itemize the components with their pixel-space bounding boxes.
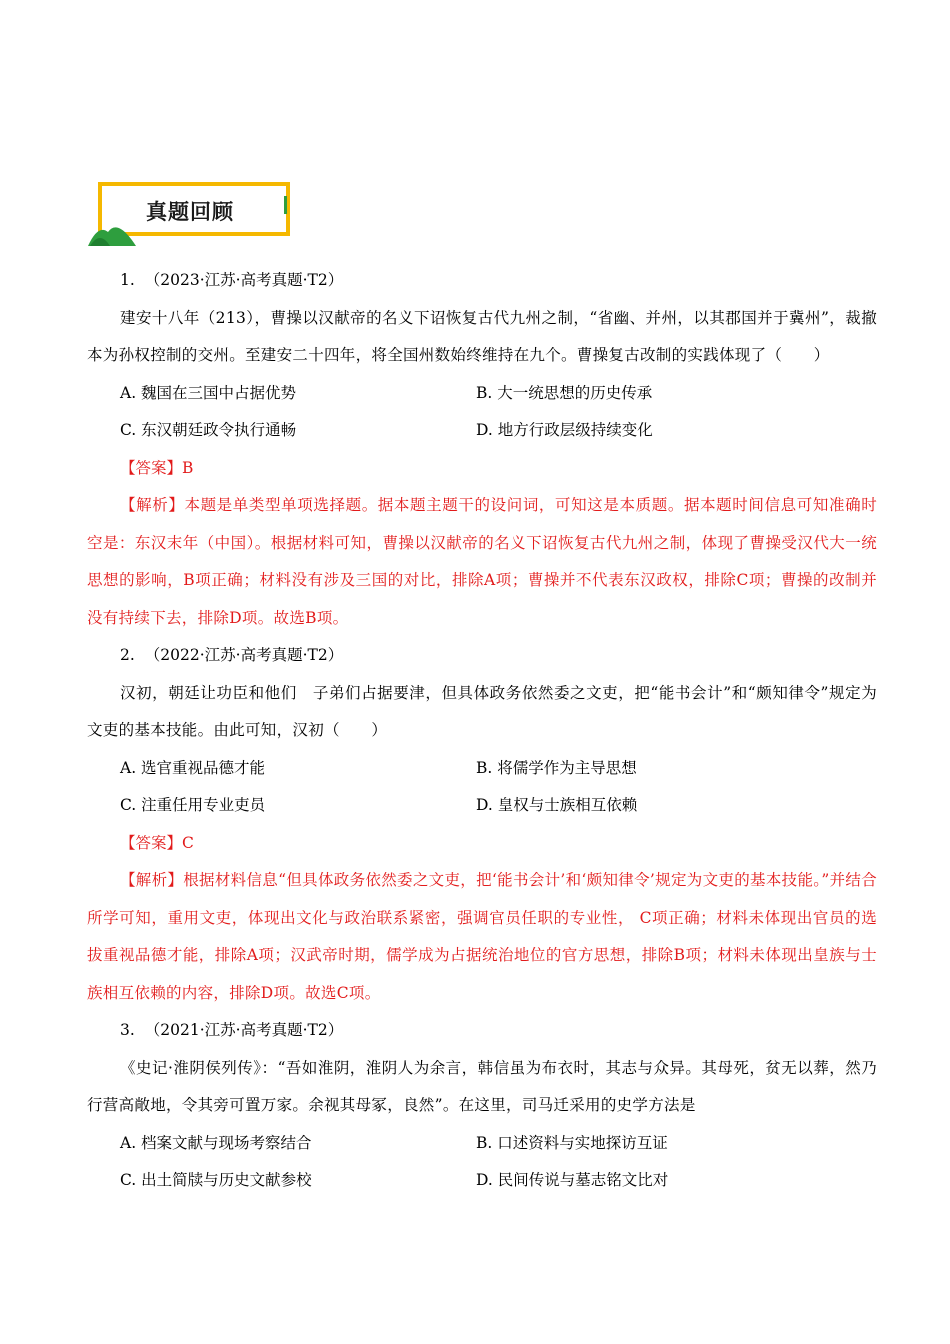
question-1-options-row-1 xyxy=(87,375,877,413)
question-1-analysis-text: 本题是单类型单项选择题。据本题主题干的设问词，可知这是本质题。据本题时间信息可知准确时空是：东汉末年（中国）。根据材料可知，曹操以汉献帝的名义下诏恢复古代九州之制，体现了曹操受汉代大一统思想的影响，B项正确；材料没有涉及三国的对比，排除A项；曹操并不代表东汉政权，排除C项；曹操的改制并没有持续下去，排除D项。故选B项。 xyxy=(87,496,877,627)
question-2-option-d: D. 皇权与士族相互依赖 xyxy=(476,796,638,814)
question-2-answer-value: C xyxy=(182,833,194,852)
question-2-analysis-tag: 【解析】 xyxy=(120,871,184,889)
question-1-analysis-tag: 【解析】 xyxy=(120,496,185,514)
question-2-options-row-2 xyxy=(87,787,877,825)
question-2-answer-tag: 【答案】 xyxy=(120,833,183,852)
question-2-option-a: A. 选官重视品德才能 xyxy=(120,758,266,777)
question-3-option-a: A. 档案文献与现场考察结合 xyxy=(120,1133,312,1152)
question-3-option-c: C. 出土简牍与历史文献参校 xyxy=(120,1171,312,1189)
question-3 xyxy=(87,1012,877,1200)
question-2 xyxy=(87,637,877,1012)
question-2-options-row-1 xyxy=(87,750,877,788)
hills-icon xyxy=(88,218,136,246)
question-3-options-row-2 xyxy=(87,1162,877,1200)
question-1-options-row-2 xyxy=(87,412,877,450)
question-1-option-c: C. 东汉朝廷政令执行通畅 xyxy=(120,421,297,439)
question-2-source: （2022·江苏·高考真题·T2） xyxy=(144,646,344,664)
question-3-options-row-1 xyxy=(87,1125,877,1163)
question-2-header xyxy=(87,637,877,675)
question-1 xyxy=(87,262,877,637)
question-2-analysis xyxy=(87,862,877,1012)
question-2-answer xyxy=(87,825,877,863)
question-1-analysis xyxy=(87,487,877,637)
question-3-number: 3. xyxy=(120,1021,135,1039)
question-list xyxy=(87,262,877,1200)
question-3-option-b: B. 口述资料与实地探访互证 xyxy=(476,1133,668,1152)
question-2-option-c: C. 注重任用专业吏员 xyxy=(120,796,266,814)
question-3-header xyxy=(87,1012,877,1050)
question-2-number: 2. xyxy=(120,646,135,664)
question-3-stem: 《史记·淮阴侯列传》：“吾如淮阴，淮阴人为余言，韩信虽为布衣时，其志与众异。其母死，贫无以葬，然乃行营高敞地，令其旁可置万家。余视其母冢，良然”。在这里，司马迁采用的史学方法是 xyxy=(87,1058,877,1114)
question-1-answer xyxy=(87,450,877,488)
question-1-option-d: D. 地方行政层级持续变化 xyxy=(476,421,653,439)
question-1-option-b: B. 大一统思想的历史传承 xyxy=(476,383,653,402)
question-3-option-d: D. 民间传说与墓志铭文比对 xyxy=(476,1171,669,1189)
question-1-stem: 建安十八年（213），曹操以汉献帝的名义下诏恢复古代九州之制，“省幽、并州，以其郡国并于冀州”，裁撤本为孙权控制的交州。至建安二十四年，将全国州数始终维持在九个。曹操复古改制的实践体现了（ ） xyxy=(87,308,877,364)
question-1-number: 1. xyxy=(120,271,135,289)
question-2-stem: 汉初，朝廷让功臣和他们 子弟们占据要津，但具体政务依然委之文吏，把“能书会计”和“颇知律令”规定为文吏的基本技能。由此可知，汉初（ ） xyxy=(87,683,877,739)
section-badge-accent xyxy=(284,196,287,214)
question-2-option-b: B. 将儒学作为主导思想 xyxy=(476,758,637,777)
question-1-source: （2023·江苏·高考真题·T2） xyxy=(144,271,344,289)
question-1-option-a: A. 魏国在三国中占据优势 xyxy=(120,383,297,402)
section-title: 真题回顾 xyxy=(146,200,234,224)
question-2-analysis-text: 根据材料信息“但具体政务依然委之文吏，把‘能书会计’和‘颇知律令’规定为文吏的基本技能。”并结合所学可知，重用文吏，体现出文化与政治联系紧密，强调官员任职的专业性， C项正确；材料未体现出官员的选拔重视品德才能，排除A项；汉武帝时期，儒学成为占据统治地位的官方思想，排除B项；材料未体现出皇族与士族相互依赖的内容，排除D项。故选C项。 xyxy=(87,871,877,1002)
question-1-answer-tag: 【答案】 xyxy=(120,458,183,477)
question-1-answer-value: B xyxy=(182,458,194,477)
question-1-header xyxy=(87,262,877,300)
question-3-source: （2021·江苏·高考真题·T2） xyxy=(144,1021,344,1039)
